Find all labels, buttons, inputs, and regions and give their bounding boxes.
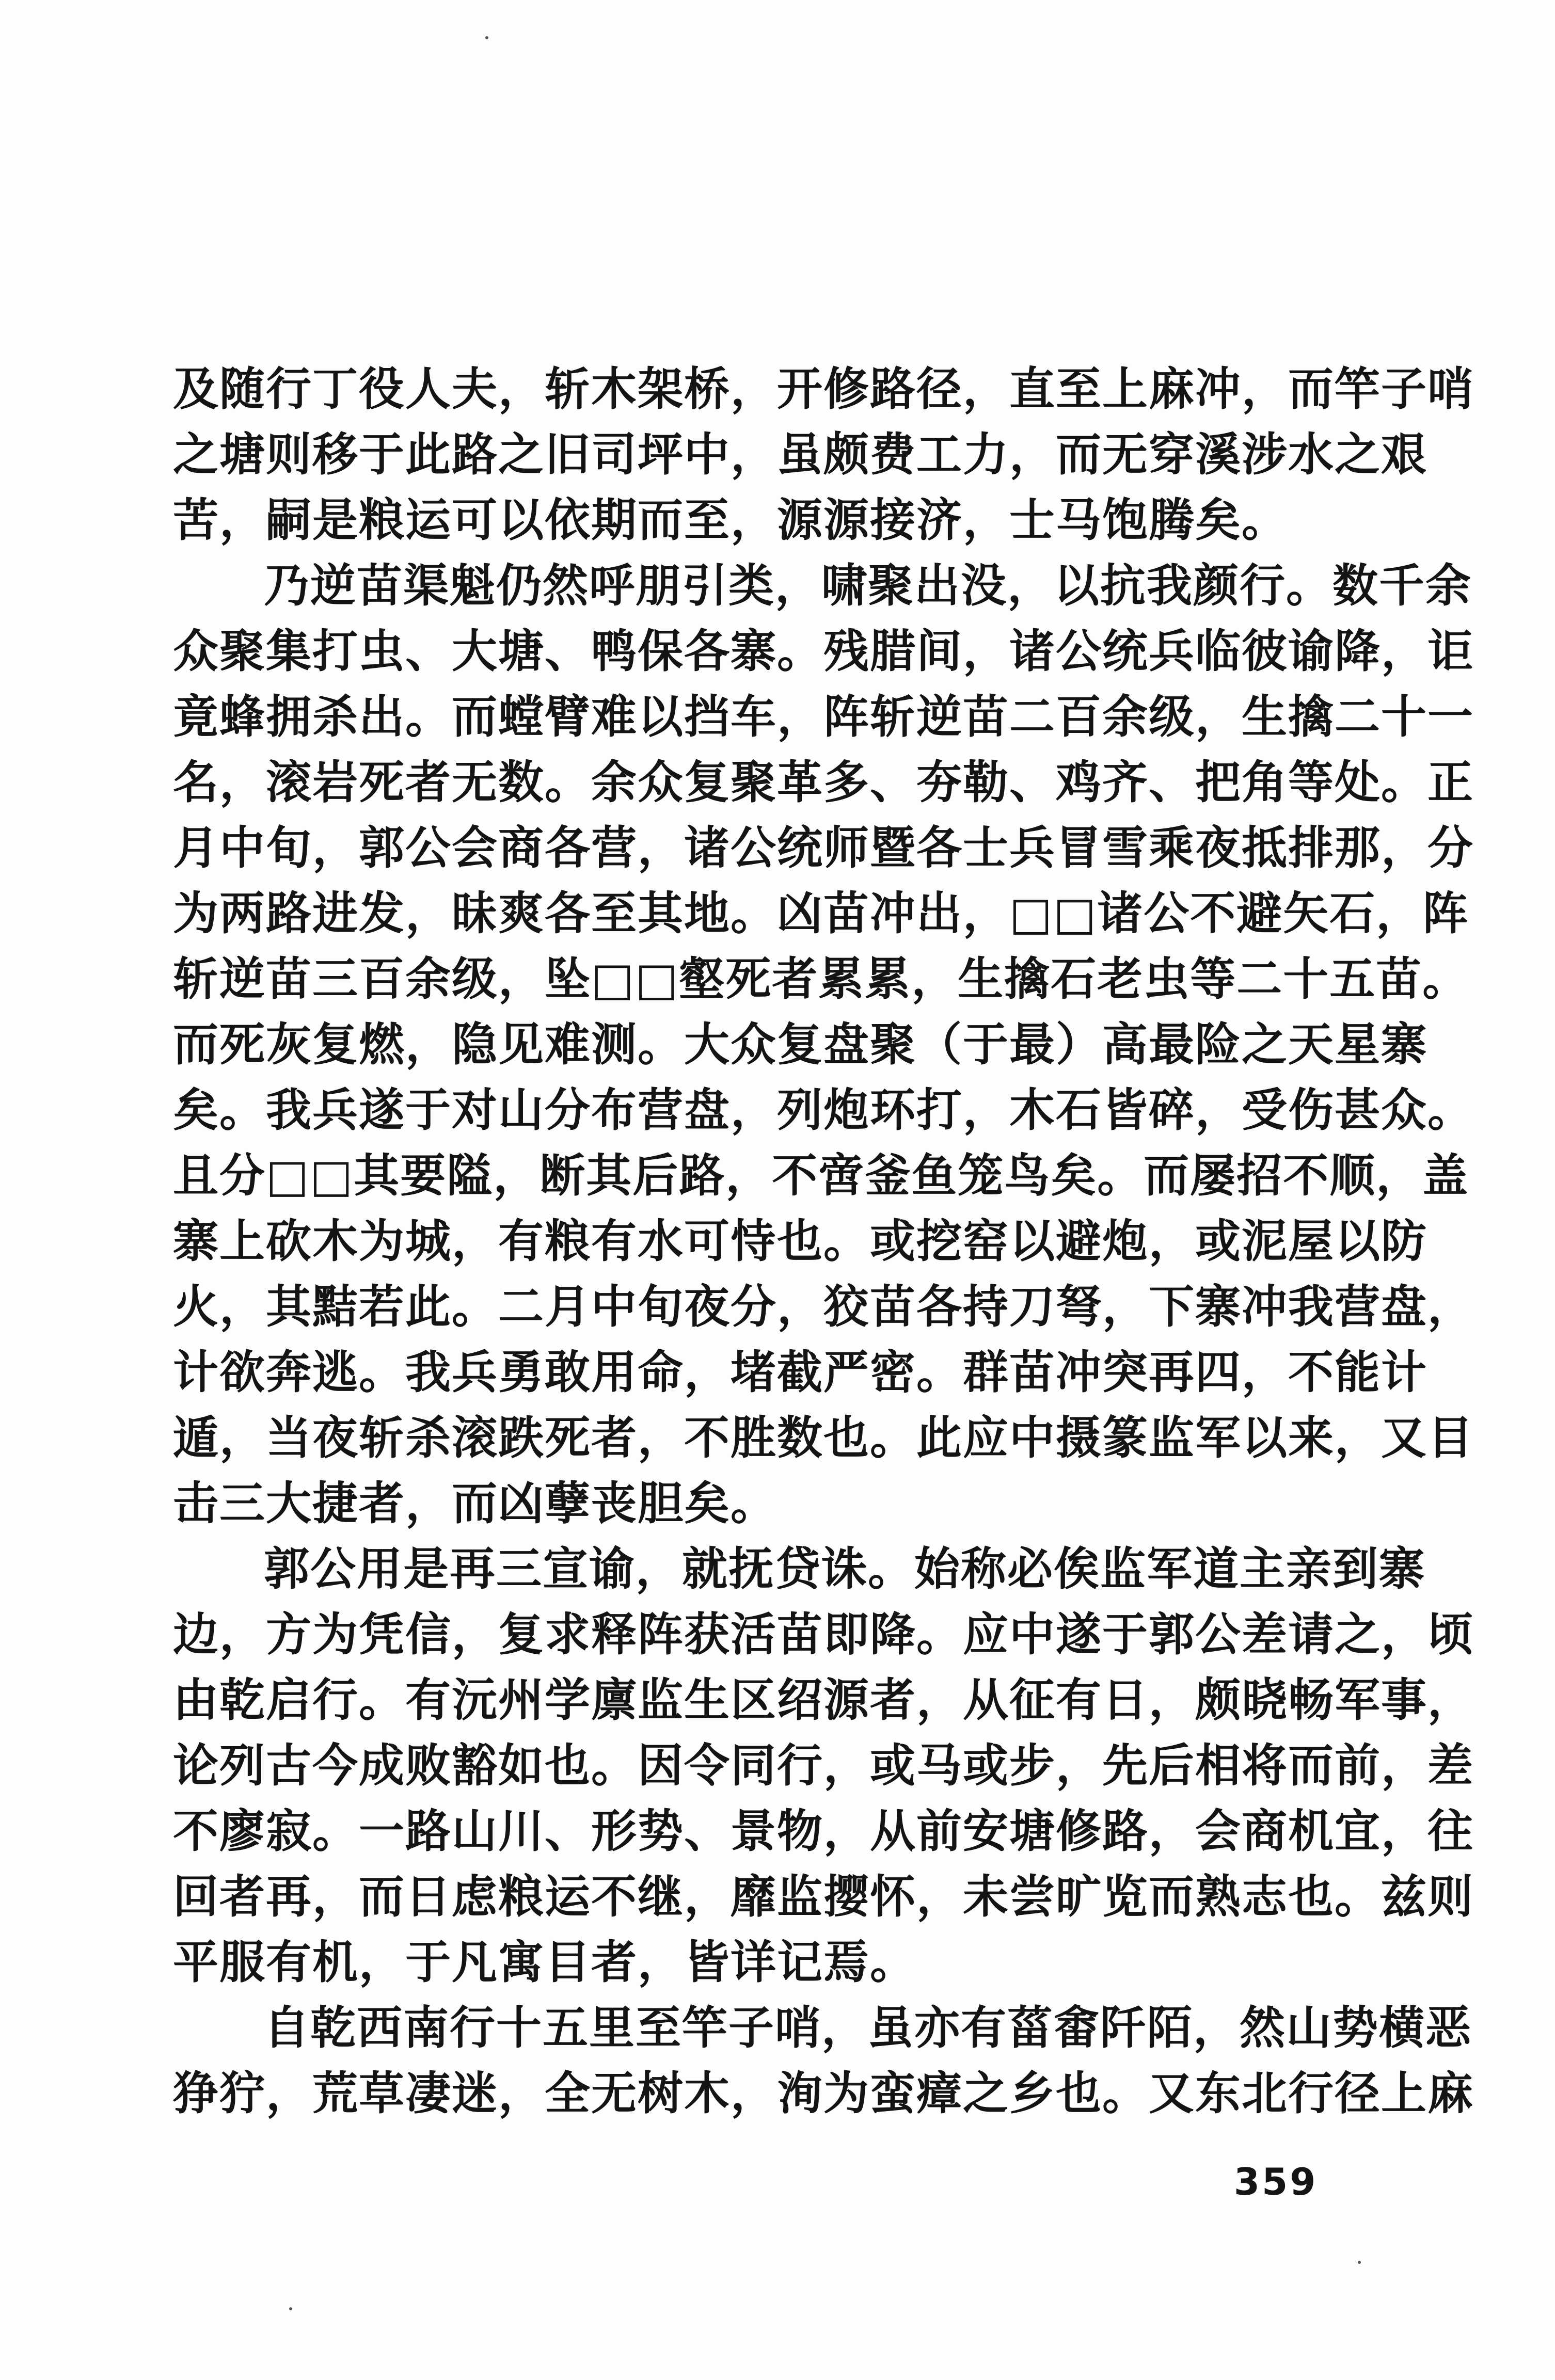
- text-line: 而死灰复燃，隐见难测。大众复盘聚（于最）高最险之天星寨: [173, 1017, 1428, 1071]
- text-line: 竟蜂拥杀出。而螳臂难以挡车，阵斩逆苗二百余级，生擒二十一: [173, 690, 1474, 743]
- text-line: 火，其黠若此。二月中旬夜分，狡苗各持刀弩，下寨冲我营盘，: [173, 1280, 1474, 1333]
- text-line: 遁，当夜斩杀滚跌死者，不胜数也。此应中摄篆监军以来，又目: [173, 1411, 1474, 1464]
- text-line: 及随行丁役人夫，斩木架桥，开修路径，直至上麻冲，而竿子哨: [173, 362, 1474, 416]
- text-line: 自乾西南行十五里至竿子哨，虽亦有菑畬阡陌，然山势横恶: [264, 2001, 1472, 2054]
- text-line: 名，滚岩死者无数。余众复聚革多、夯勒、鸡齐、把角等处。正: [173, 755, 1474, 809]
- print-speck: [1358, 2261, 1361, 2264]
- text-line: 月中旬，郭公会商各营，诸公统师暨各士兵冒雪乘夜抵排那，分: [173, 821, 1474, 874]
- text-line: 由乾启行。有沅州学廪监生区绍源者，从征有日，颇晓畅军事，: [173, 1673, 1474, 1727]
- text-line: 为两路进发，昧爽各至其地。凶苗冲出，□□诸公不避矢石，阵: [173, 886, 1469, 940]
- page-number: 359: [1234, 2160, 1318, 2203]
- text-line: 计欲奔逃。我兵勇敢用命，堵截严密。群苗冲突再四，不能计: [173, 1345, 1428, 1399]
- print-speck: [485, 36, 488, 39]
- text-line: 边，方为凭信，复求释阵获活苗即降。应中遂于郭公差请之，顷: [173, 1607, 1474, 1661]
- text-line: 论列古今成败豁如也。因令同行，或马或步，先后相将而前，差: [173, 1738, 1474, 1792]
- text-line: 平服有机，于凡寓目者，皆详记焉。: [173, 1935, 917, 1989]
- text-line: 不廖寂。一路山川、形势、景物，从前安塘修路，会商机宜，往: [173, 1804, 1474, 1858]
- print-speck: [289, 2307, 292, 2310]
- text-line: 且分□□其要隘，断其后路，不啻釜鱼笼鸟矣。而屡招不顺，盖: [173, 1148, 1469, 1202]
- text-line: 苦，嗣是粮运可以依期而至，源源接济，士马饱腾矣。: [173, 493, 1289, 547]
- text-line: 击三大捷者，而凶孽丧胆矣。: [173, 1476, 778, 1530]
- body-text: [173, 356, 1474, 2126]
- text-line: 众聚集打虫、大塘、鸭保各寨。残腊间，诸公统兵临彼谕降，讵: [173, 624, 1474, 678]
- text-line: 回者再，而日虑粮运不继，靡监撄怀，未尝旷览而熟志也。兹则: [173, 1870, 1474, 1923]
- text-line: 郭公用是再三宣谕，就抚贷诛。始称必俟监军道主亲到寨: [264, 1542, 1426, 1595]
- text-line: 之塘则移于此路之旧司坪中，虽颇费工力，而无穿溪涉水之艰: [173, 427, 1428, 481]
- text-line: 寨上砍木为城，有粮有水可恃也。或挖窑以避炮，或泥屋以防: [173, 1214, 1428, 1268]
- text-line: 矣。我兵遂于对山分布营盘，列炮环打，木石皆碎，受伤甚众。: [173, 1083, 1474, 1137]
- text-line: 狰狞，荒草凄迷，全无树木，洵为蛮瘴之乡也。又东北行径上麻: [173, 2066, 1474, 2120]
- text-line: 斩逆苗三百余级，坠□□壑死者累累，生擒石老虫等二十五苗。: [173, 952, 1469, 1005]
- text-line: 乃逆苗渠魁仍然呼朋引类，啸聚出没，以抗我颜行。数千余: [264, 558, 1472, 612]
